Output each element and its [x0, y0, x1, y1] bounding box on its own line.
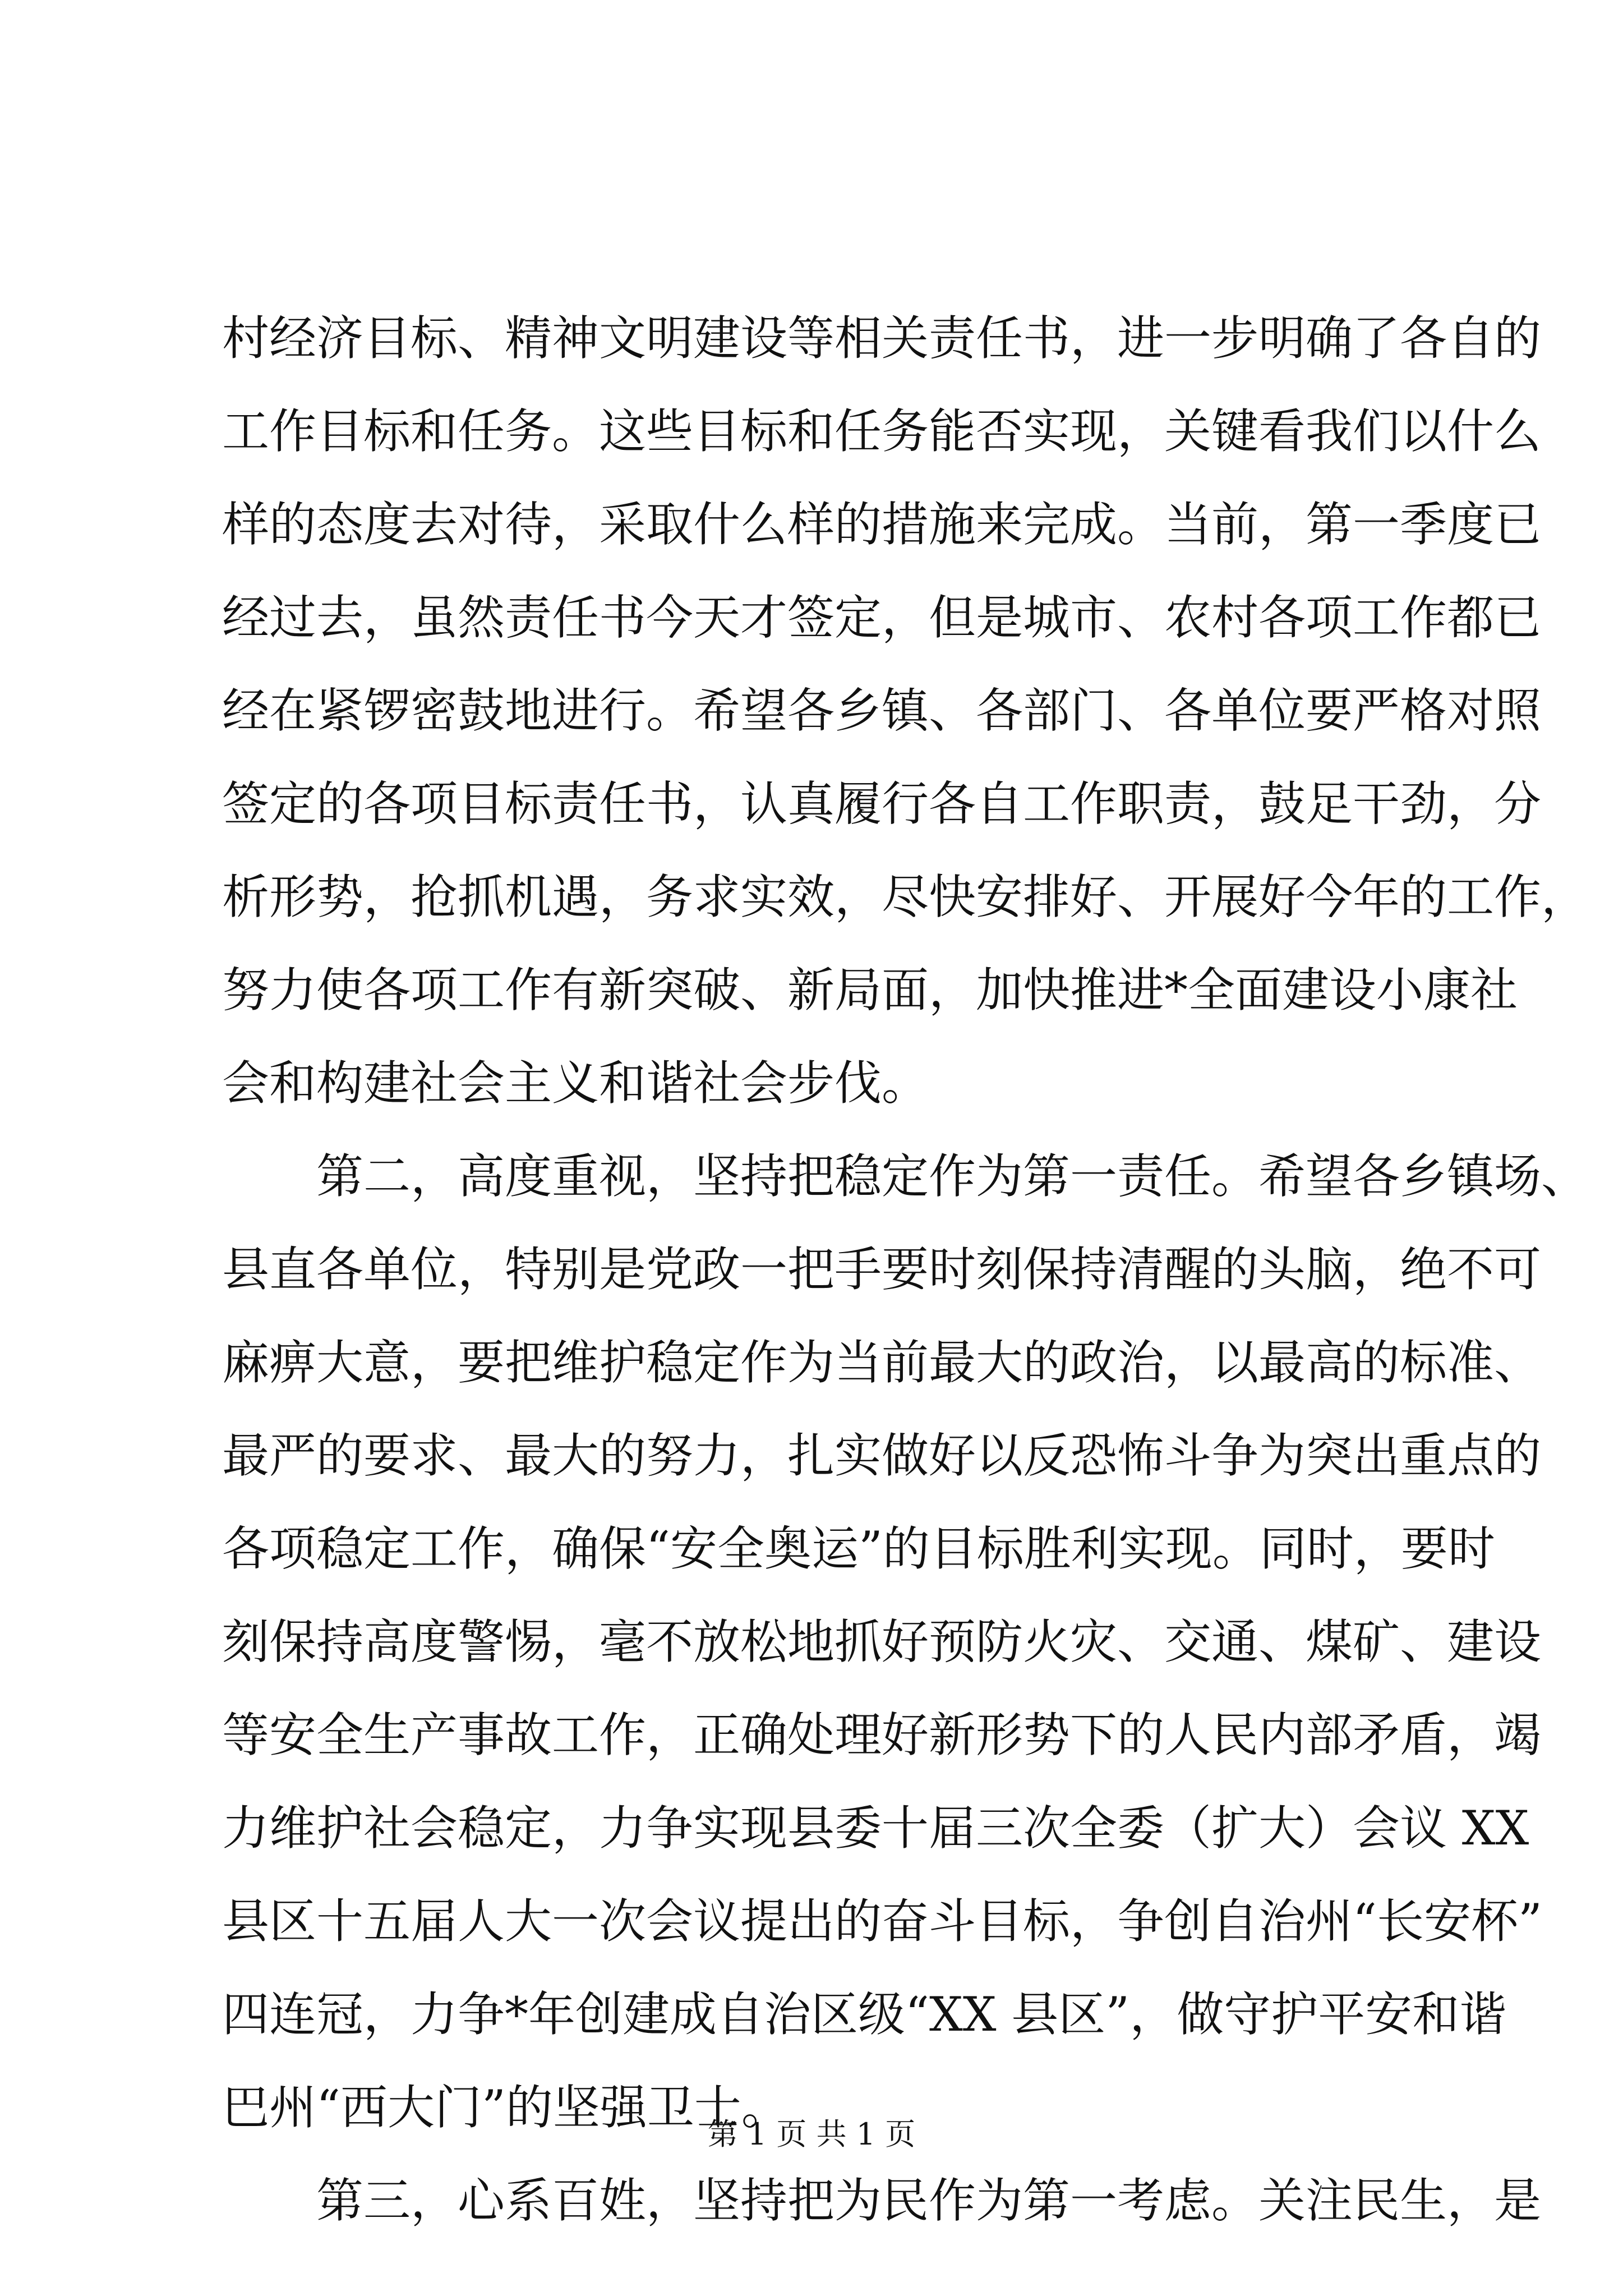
text-line: 四连冠，力争*年创建成自治区级“XX 县区”，做守护平安和谐: [222, 1987, 1507, 2042]
text-line: 努力使各项工作有新突破、新局面，加快推进*全面建设小康社: [222, 963, 1518, 1018]
text-line: 样的态度去对待，采取什么样的措施来完成。当前，第一季度已: [222, 497, 1542, 552]
text-line-paragraph-end: 会和构建社会主义和谐社会步伐。: [222, 1056, 929, 1111]
text-line: 村经济目标、精神文明建设等相关责任书，进一步明确了各自的: [222, 311, 1542, 366]
text-line-paragraph-end: 巴州“西大门”的坚强卫士。: [222, 2080, 789, 2135]
text-line: 工作目标和任务。这些目标和任务能否实现，关键看我们以什么: [222, 404, 1542, 459]
text-line: 各项稳定工作，确保“安全奥运”的目标胜利实现。同时，要时: [222, 1521, 1495, 1576]
text-line: 县区十五届人大一次会议提出的奋斗目标，争创自治州“长安杯”: [222, 1894, 1542, 1949]
text-line: 第三，心系百姓，坚持把为民作为第一考虑。关注民生，是: [222, 2173, 1542, 2228]
text-line: 力维护社会稳定，力争实现县委十届三次全委（扩大）会议 XX: [222, 1801, 1529, 1856]
text-line: 签定的各项目标责任书，认真履行各自工作职责，鼓足干劲，分: [222, 776, 1542, 831]
text-line: 第二，高度重视，坚持把稳定作为第一责任。希望各乡镇场、: [222, 1149, 1589, 1204]
page-footer: 第 1 页 共 1 页: [707, 2116, 916, 2152]
text-line: 析形势，抢抓机遇，务求实效，尽快安排好、开展好今年的工作，: [222, 869, 1589, 924]
text-line: 刻保持高度警惕，毫不放松地抓好预防火灾、交通、煤矿、建设: [222, 1614, 1542, 1669]
text-line: 等安全生产事故工作，正确处理好新形势下的人民内部矛盾，竭: [222, 1708, 1542, 1763]
text-line: 经在紧锣密鼓地进行。希望各乡镇、各部门、各单位要严格对照: [222, 683, 1542, 738]
text-line: 经过去，虽然责任书今天才签定，但是城市、农村各项工作都已: [222, 590, 1542, 645]
text-line: 县直各单位，特别是党政一把手要时刻保持清醒的头脑，绝不可: [222, 1242, 1542, 1297]
text-line: 最严的要求、最大的努力，扎实做好以反恐怖斗争为突出重点的: [222, 1428, 1542, 1483]
document-body: [222, 292, 1589, 2247]
text-line: 麻痹大意，要把维护稳定作为当前最大的政治，以最高的标准、: [222, 1335, 1542, 1390]
